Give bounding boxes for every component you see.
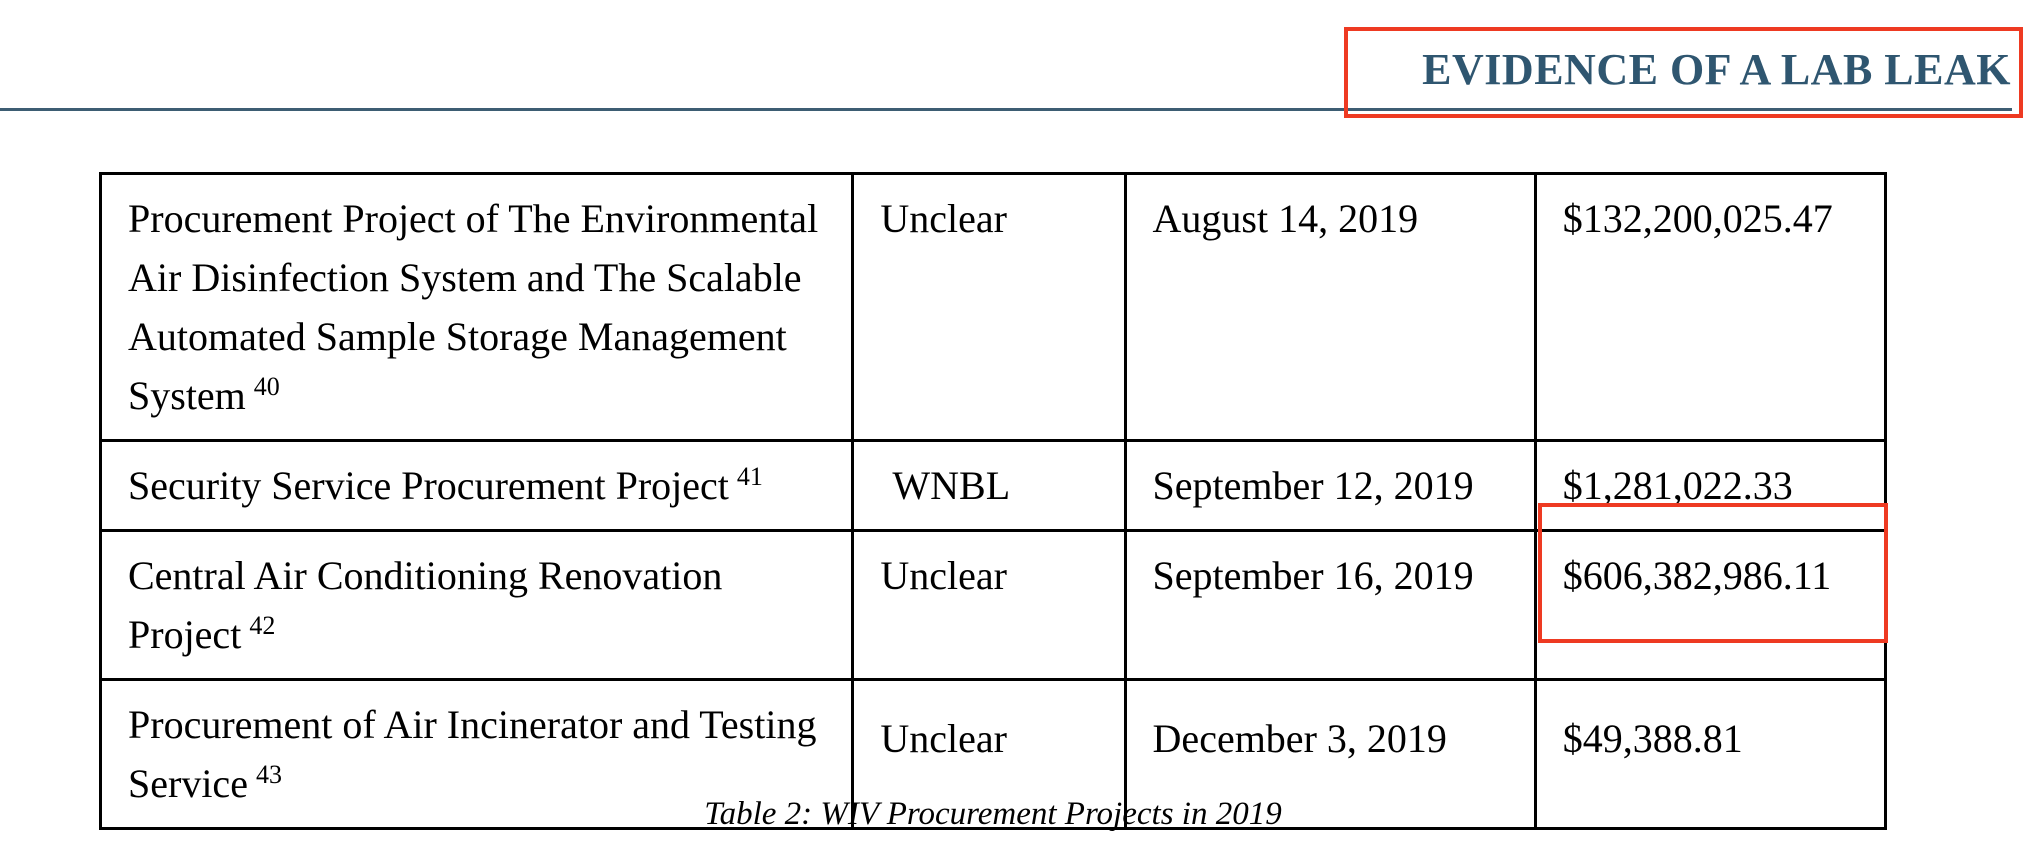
footnote-ref[interactable]: 42 — [249, 610, 276, 640]
date-cell: August 14, 2019 — [1125, 174, 1535, 441]
project-cell — [101, 174, 853, 441]
project-name: Procurement of Air Incinerator and Testing Service — [128, 702, 817, 806]
project-name: Central Air Conditioning Renovation Project — [128, 553, 723, 657]
project-name: Security Service Procurement Project — [128, 463, 729, 508]
organization-cell: Unclear — [853, 174, 1125, 441]
date-cell: September 12, 2019 — [1125, 441, 1535, 531]
project-name: Procurement Project of The Environmental Air Disinfection System and The Scalable Automated Sample Storage Management System — [128, 196, 819, 418]
date-cell: September 16, 2019 — [1125, 531, 1535, 680]
amount-cell: $606,382,986.11 — [1535, 531, 1885, 680]
organization-cell: WNBL — [853, 441, 1125, 531]
organization-cell: Unclear — [853, 680, 1125, 829]
table-caption: Table 2: WIV Procurement Projects in 2019 — [704, 796, 1282, 832]
date-cell: December 3, 2019 — [1125, 680, 1535, 829]
table-row — [101, 441, 1886, 531]
amount-cell: $1,281,022.33 — [1535, 441, 1885, 531]
organization-cell: Unclear — [853, 531, 1125, 680]
table-row — [101, 531, 1886, 680]
project-cell — [101, 441, 853, 531]
header-rule — [0, 108, 2012, 111]
section-title: EVIDENCE OF A LAB LEAK — [1422, 45, 2011, 94]
footnote-ref[interactable]: 41 — [736, 461, 763, 491]
footnote-ref[interactable]: 40 — [253, 371, 280, 401]
amount-cell: $49,388.81 — [1535, 680, 1885, 829]
amount-cell: $132,200,025.47 — [1535, 174, 1885, 441]
footnote-ref[interactable]: 43 — [255, 759, 282, 789]
table-row — [101, 174, 1886, 441]
project-cell — [101, 531, 853, 680]
procurement-table — [99, 172, 1887, 830]
